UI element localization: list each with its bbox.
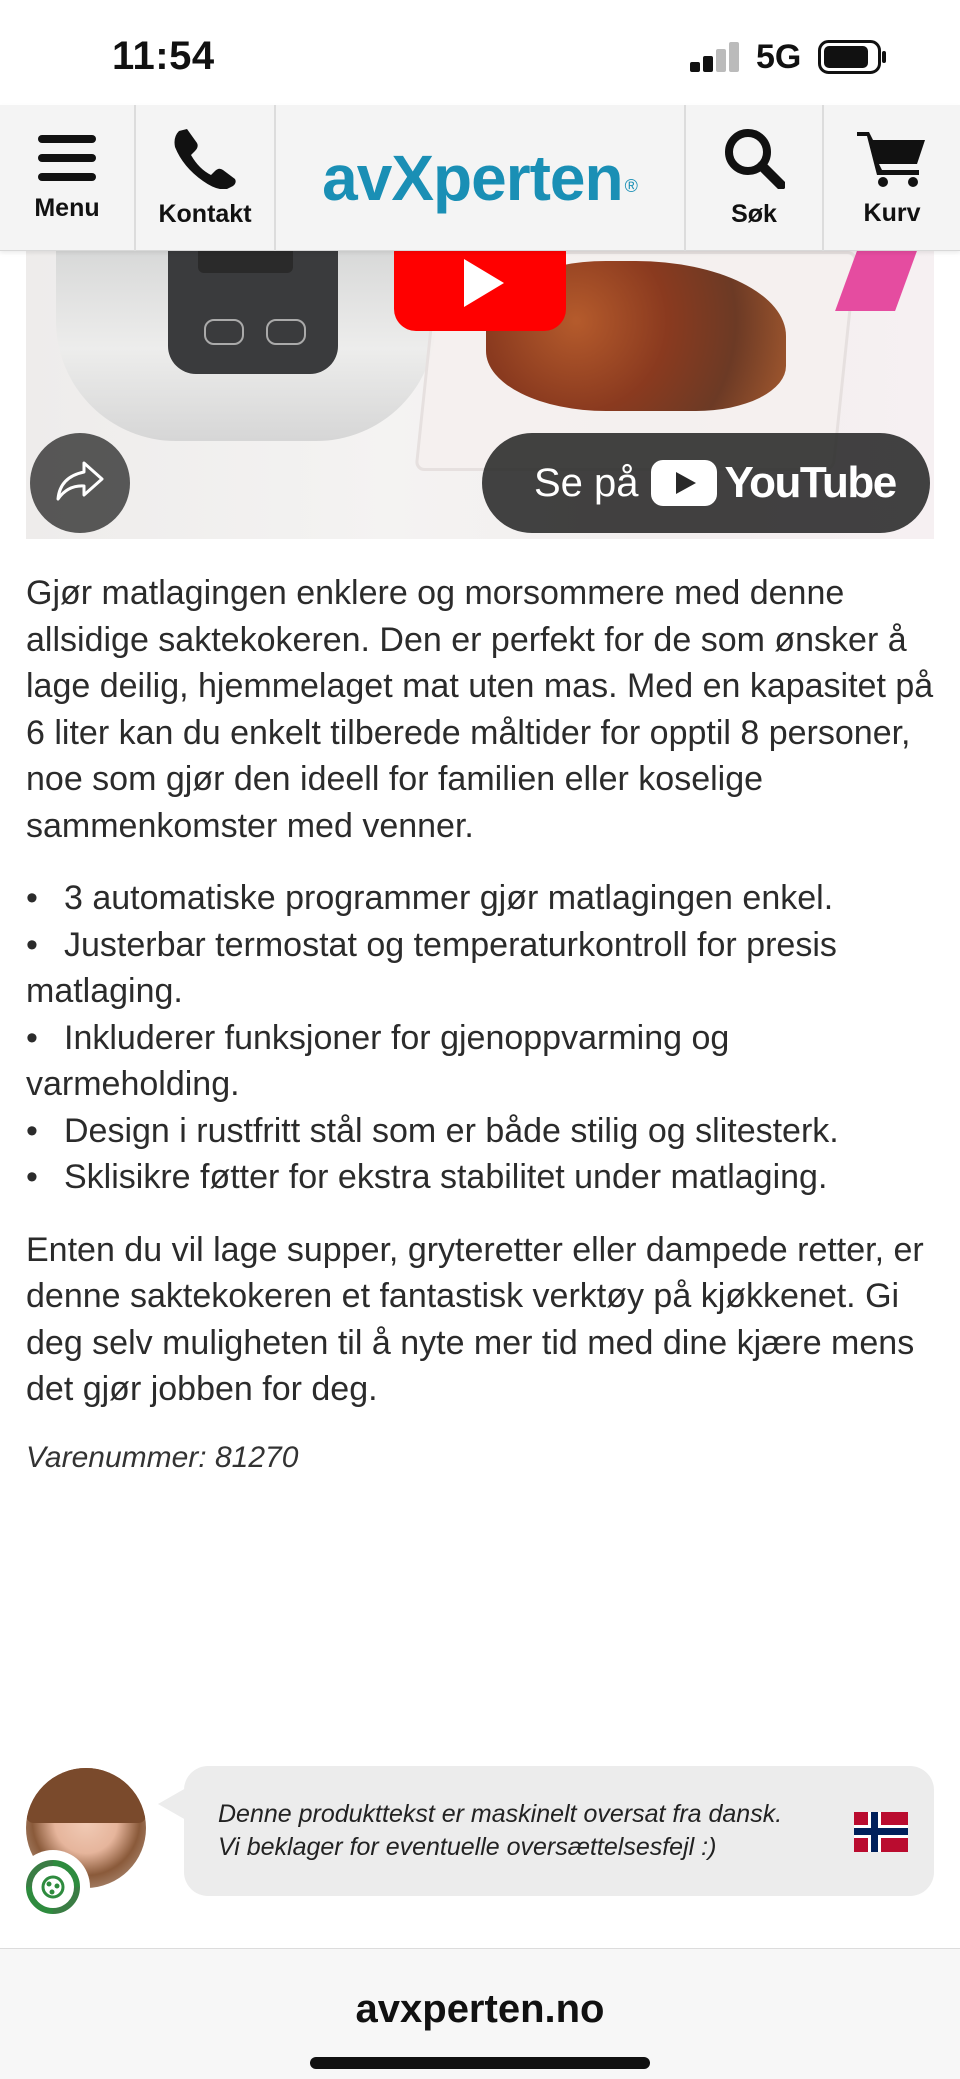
video-thumbnail-cooker — [56, 251, 436, 441]
cart-icon — [857, 128, 927, 193]
youtube-wordmark: YouTube — [724, 458, 896, 507]
share-button[interactable] — [30, 433, 130, 533]
hamburger-icon — [38, 133, 96, 188]
status-bar — [0, 0, 960, 105]
product-description — [26, 570, 936, 1475]
youtube-play-icon — [651, 460, 717, 506]
list-item: • 3 automatiske programmer gjør matlagingen enkel. — [26, 879, 834, 917]
product-video[interactable] — [26, 251, 934, 539]
site-logo[interactable] — [276, 105, 684, 251]
browser-address-bar[interactable] — [0, 1948, 960, 2079]
cart-label: Kurv — [863, 199, 921, 227]
watch-on-label: Se på — [534, 460, 639, 505]
norway-flag-icon — [854, 1812, 908, 1852]
list-item: • Design i rustfritt stål som er både stilig og slitesterk. — [26, 1111, 839, 1150]
feature-text: 3 automatiske programmer gjør matlagingen enkel. — [64, 879, 834, 917]
phone-icon — [173, 127, 237, 194]
feature-text: Design i rustfritt stål som er både stilig og slitesterk. — [64, 1111, 839, 1150]
contact-label: Kontakt — [158, 200, 252, 228]
feature-text: Inkluderer funksjoner for gjenoppvarming og varmeholding. — [26, 1018, 730, 1103]
feature-text: Sklisikre føtter for ekstra stabilitet under matlaging. — [64, 1158, 828, 1196]
play-button[interactable] — [394, 251, 566, 331]
url-text: avxperten.no — [355, 1987, 605, 2031]
home-indicator[interactable] — [310, 2057, 650, 2069]
contact-button[interactable] — [136, 105, 274, 251]
status-time: 11:54 — [112, 34, 215, 78]
translation-notice — [0, 1762, 960, 1952]
logo-text: avXperten — [322, 142, 623, 214]
battery-icon — [818, 40, 888, 74]
list-item: • Sklisikre føtter for ekstra stabilitet under matlaging. — [26, 1158, 828, 1196]
product-sku: Varenummer: 81270 — [26, 1440, 299, 1474]
feature-text: Justerbar termostat og temperaturkontroll for presis matlaging. — [26, 925, 837, 1010]
menu-label: Menu — [34, 194, 100, 222]
recycle-badge-icon[interactable] — [16, 1850, 90, 1924]
network-type: 5G — [756, 38, 802, 76]
search-label: Søk — [731, 200, 777, 228]
signal-icon — [690, 42, 740, 72]
description-outro: Enten du vil lage supper, gryteretter eller dampede retter, er denne saktekokeren et fantastisk verktøy på kjøkkenet. Gi deg selv muligheten til å nyte mer tid med dine kjære mens det gjør jobben for deg. — [26, 1230, 924, 1408]
watch-on-youtube-button[interactable] — [482, 433, 930, 533]
search-button[interactable] — [686, 105, 822, 251]
menu-button[interactable] — [0, 105, 134, 251]
feature-list — [26, 875, 936, 1201]
translation-notice-bubble — [184, 1766, 934, 1896]
translation-notice-text — [218, 1798, 782, 1864]
cart-button[interactable] — [824, 105, 960, 251]
notice-line-2: Vi beklager for eventuelle oversættelsesfejl :) — [218, 1833, 717, 1861]
description-intro: Gjør matlagingen enklere og morsommere med denne allsidige saktekokeren. Den er perfekt for de som ønsker å lage deilig, hjemmelaget mat uten mas. Med en kapasitet på 6 liter kan du enkelt tilberede måltider for opptil 8 personer, noe som gjør den ideell for familien eller koselige sammenkomster med venner. — [26, 574, 934, 845]
list-item: • Justerbar termostat og temperaturkontroll for presis matlaging. — [26, 925, 837, 1010]
list-item: • Inkluderer funksjoner for gjenoppvarming og varmeholding. — [26, 1018, 730, 1103]
share-arrow-icon — [54, 459, 106, 508]
youtube-logo — [651, 458, 896, 508]
logo-registered-mark: ® — [624, 175, 638, 196]
notice-line-1: Denne produkttekst er maskinelt oversat fra dansk. — [218, 1800, 783, 1828]
search-icon — [723, 127, 785, 194]
site-header — [0, 105, 960, 251]
